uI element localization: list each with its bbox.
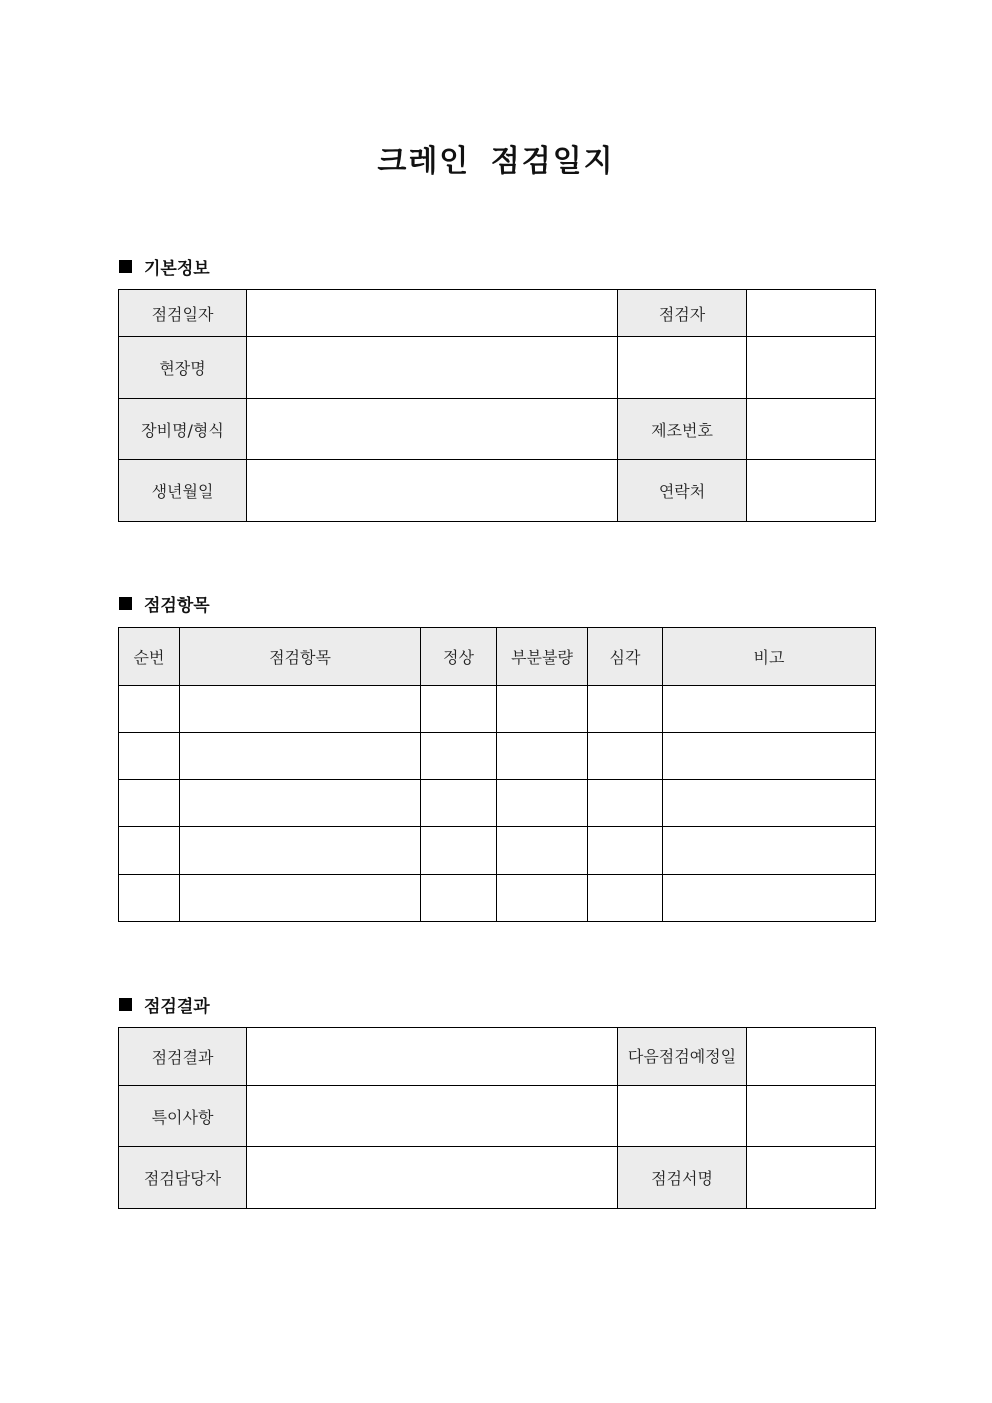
column-header-severe: 심각 (588, 628, 663, 686)
label-contact: 연락처 (618, 460, 747, 522)
cell-partial-defect[interactable] (497, 733, 588, 780)
label-equipment-model: 장비명/형식 (119, 399, 247, 460)
cell-partial-defect[interactable] (497, 827, 588, 875)
cell-severe[interactable] (588, 875, 663, 922)
cell-severe[interactable] (588, 827, 663, 875)
field-equipment-model[interactable] (247, 399, 618, 460)
table-row (119, 827, 876, 875)
cell-severe[interactable] (588, 780, 663, 827)
square-bullet-icon (119, 998, 132, 1011)
field-inspector[interactable] (747, 290, 876, 337)
field-special-notes[interactable] (247, 1086, 618, 1147)
cell-remarks[interactable] (663, 780, 876, 827)
field-site-name[interactable] (247, 337, 618, 399)
section-title: 점검결과 (144, 997, 210, 1017)
field-next-inspection-date[interactable] (747, 1028, 876, 1086)
cell-severe[interactable] (588, 733, 663, 780)
cell-partial-defect[interactable] (497, 875, 588, 922)
cell-item[interactable] (180, 780, 421, 827)
label-birth-date: 생년월일 (119, 460, 247, 522)
blank-cell[interactable] (747, 1086, 876, 1147)
blank-cell[interactable] (618, 337, 747, 399)
basic-info-table (118, 289, 876, 522)
cell-normal[interactable] (421, 780, 497, 827)
square-bullet-icon (119, 597, 132, 610)
label-special-notes: 특이사항 (119, 1086, 247, 1147)
blank-cell[interactable] (618, 1086, 747, 1147)
table-row (119, 460, 876, 522)
cell-item[interactable] (180, 875, 421, 922)
blank-cell[interactable] (747, 337, 876, 399)
label-site-name: 현장명 (119, 337, 247, 399)
table-row (119, 780, 876, 827)
document-title: 크레인 점검일지 (377, 144, 615, 179)
field-inspection-signature[interactable] (747, 1147, 876, 1209)
cell-remarks[interactable] (663, 686, 876, 733)
table-row (119, 733, 876, 780)
section-heading-basic-info (119, 254, 210, 279)
label-next-inspection-date: 다음점검예정일 (618, 1028, 747, 1086)
column-header-remarks: 비고 (663, 628, 876, 686)
cell-item[interactable] (180, 686, 421, 733)
section-title: 점검항목 (144, 596, 210, 616)
table-row (119, 290, 876, 337)
section-title: 기본정보 (144, 259, 210, 279)
cell-no[interactable] (119, 780, 180, 827)
table-row (119, 875, 876, 922)
field-birth-date[interactable] (247, 460, 618, 522)
cell-normal[interactable] (421, 686, 497, 733)
cell-remarks[interactable] (663, 875, 876, 922)
square-bullet-icon (119, 260, 132, 273)
label-inspection-signature: 점검서명 (618, 1147, 747, 1209)
cell-partial-defect[interactable] (497, 780, 588, 827)
cell-severe[interactable] (588, 686, 663, 733)
cell-no[interactable] (119, 875, 180, 922)
table-row (119, 1147, 876, 1209)
table-row (119, 1086, 876, 1147)
column-header-partial-defect: 부분불량 (497, 628, 588, 686)
label-inspector: 점검자 (618, 290, 747, 337)
cell-no[interactable] (119, 827, 180, 875)
table-row (119, 399, 876, 460)
field-inspector-in-charge[interactable] (247, 1147, 618, 1209)
cell-item[interactable] (180, 733, 421, 780)
field-inspection-date[interactable] (247, 290, 618, 337)
table-row (119, 686, 876, 733)
column-header-no: 순번 (119, 628, 180, 686)
cell-normal[interactable] (421, 875, 497, 922)
cell-normal[interactable] (421, 733, 497, 780)
section-heading-inspection-items (119, 591, 210, 616)
section-heading-inspection-result (119, 992, 210, 1017)
inspection-result-table (118, 1027, 876, 1209)
table-row (119, 337, 876, 399)
column-header-normal: 정상 (421, 628, 497, 686)
label-serial-number: 제조번호 (618, 399, 747, 460)
inspection-items-table (118, 627, 876, 922)
column-header-item: 점검항목 (180, 628, 421, 686)
cell-item[interactable] (180, 827, 421, 875)
label-inspection-date: 점검일자 (119, 290, 247, 337)
label-inspection-result: 점검결과 (119, 1028, 247, 1086)
cell-normal[interactable] (421, 827, 497, 875)
label-inspector-in-charge: 점검담당자 (119, 1147, 247, 1209)
cell-remarks[interactable] (663, 827, 876, 875)
cell-no[interactable] (119, 686, 180, 733)
field-serial-number[interactable] (747, 399, 876, 460)
cell-no[interactable] (119, 733, 180, 780)
field-contact[interactable] (747, 460, 876, 522)
field-inspection-result[interactable] (247, 1028, 618, 1086)
table-row (119, 1028, 876, 1086)
table-header-row (119, 628, 876, 686)
cell-remarks[interactable] (663, 733, 876, 780)
cell-partial-defect[interactable] (497, 686, 588, 733)
